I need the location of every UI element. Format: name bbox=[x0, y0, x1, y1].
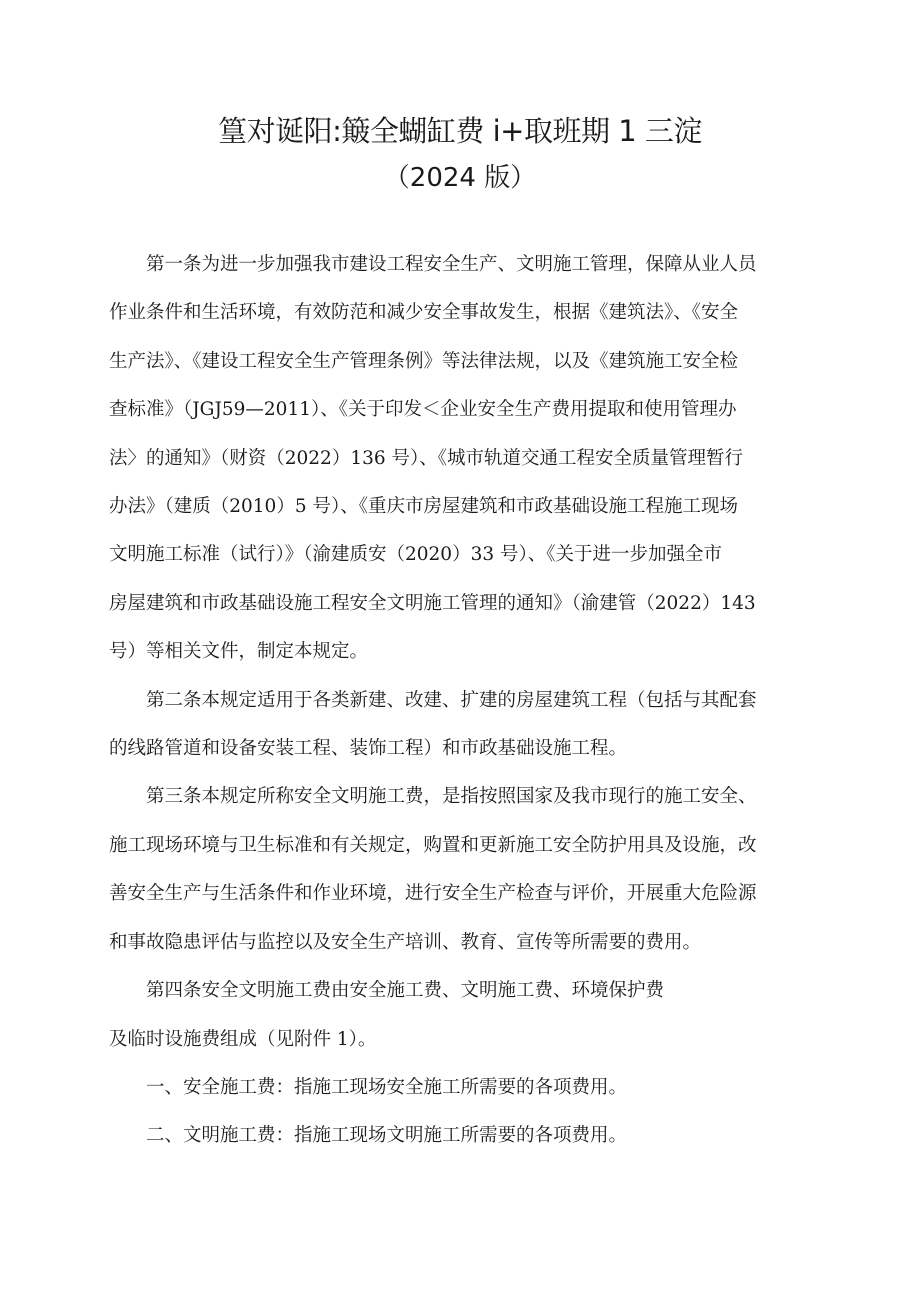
item-1-paragraph bbox=[109, 1064, 813, 1112]
text-line: 生产法》、《建设工程安全生产管理条例》等法律法规，以及《建筑施工安全检 bbox=[109, 350, 739, 372]
document-title: 篁对诞阳:簸全蝴缸费 i+取班期 1 三淀 bbox=[218, 114, 702, 148]
document-subtitle: （2024 版） bbox=[383, 163, 537, 193]
text-line: 法〉的通知》（财资（2022）136 号）、《城市轨道交通工程安全质量管理暂行 bbox=[109, 447, 744, 469]
text-line: 第二条本规定适用于各类新建、改建、扩建的房屋建筑工程（包括与其配套 bbox=[146, 689, 757, 711]
text-line: 查标准》（JGJ59—2011）、《关于印发＜企业安全生产费用提取和使用管理办 bbox=[109, 399, 737, 421]
text-line: 办法》（建质（2010）5 号）、《重庆市房屋建筑和市政基础设施工程施工现场 bbox=[109, 496, 738, 518]
article-1-paragraph bbox=[109, 241, 813, 677]
text-line: 作业条件和生活环境，有效防范和减少安全事故发生，根据《建筑法》、《安全 bbox=[109, 302, 739, 324]
text-line: 文明施工标准（试行）》（渝建质安（2020）33 号）、《关于进一步加强全市 bbox=[109, 544, 723, 566]
text-line: 二、文明施工费：指施工现场文明施工所需要的各项费用。 bbox=[146, 1125, 628, 1147]
text-line: 及临时设施费组成（见附件 1）。 bbox=[109, 1028, 377, 1050]
text-line: 的线路管道和设备安装工程、装饰工程）和市政基础设施工程。 bbox=[109, 738, 628, 760]
item-2-paragraph bbox=[109, 1112, 813, 1160]
text-line: 第四条安全文明施工费由安全施工费、文明施工费、环境保护费 bbox=[146, 980, 665, 1002]
text-line: 房屋建筑和市政基础设施工程安全文明施工管理的通知》（渝建管（2022）143 bbox=[109, 592, 756, 614]
document-body bbox=[109, 241, 813, 1161]
text-line: 一、安全施工费：指施工现场安全施工所需要的各项费用。 bbox=[146, 1076, 628, 1098]
article-2-paragraph bbox=[109, 677, 813, 774]
article-4-paragraph bbox=[109, 967, 813, 1064]
text-line: 第一条为进一步加强我市建设工程安全生产、文明施工管理，保障从业人员 bbox=[146, 254, 757, 275]
text-line: 和事故隐患评估与监控以及安全生产培训、教育、宣传等所需要的费用。 bbox=[109, 931, 702, 953]
text-line: 号）等相关文件，制定本规定。 bbox=[109, 641, 369, 663]
article-3-paragraph bbox=[109, 773, 813, 967]
text-line: 施工现场环境与卫生标准和有关规定，购置和更新施工安全防护用具及设施，改 bbox=[109, 834, 757, 856]
text-line: 善安全生产与生活条件和作业环境，进行安全生产检查与评价，开展重大危险源 bbox=[109, 883, 757, 905]
text-line: 第三条本规定所称安全文明施工费，是指按照国家及我市现行的施工安全、 bbox=[146, 786, 757, 808]
